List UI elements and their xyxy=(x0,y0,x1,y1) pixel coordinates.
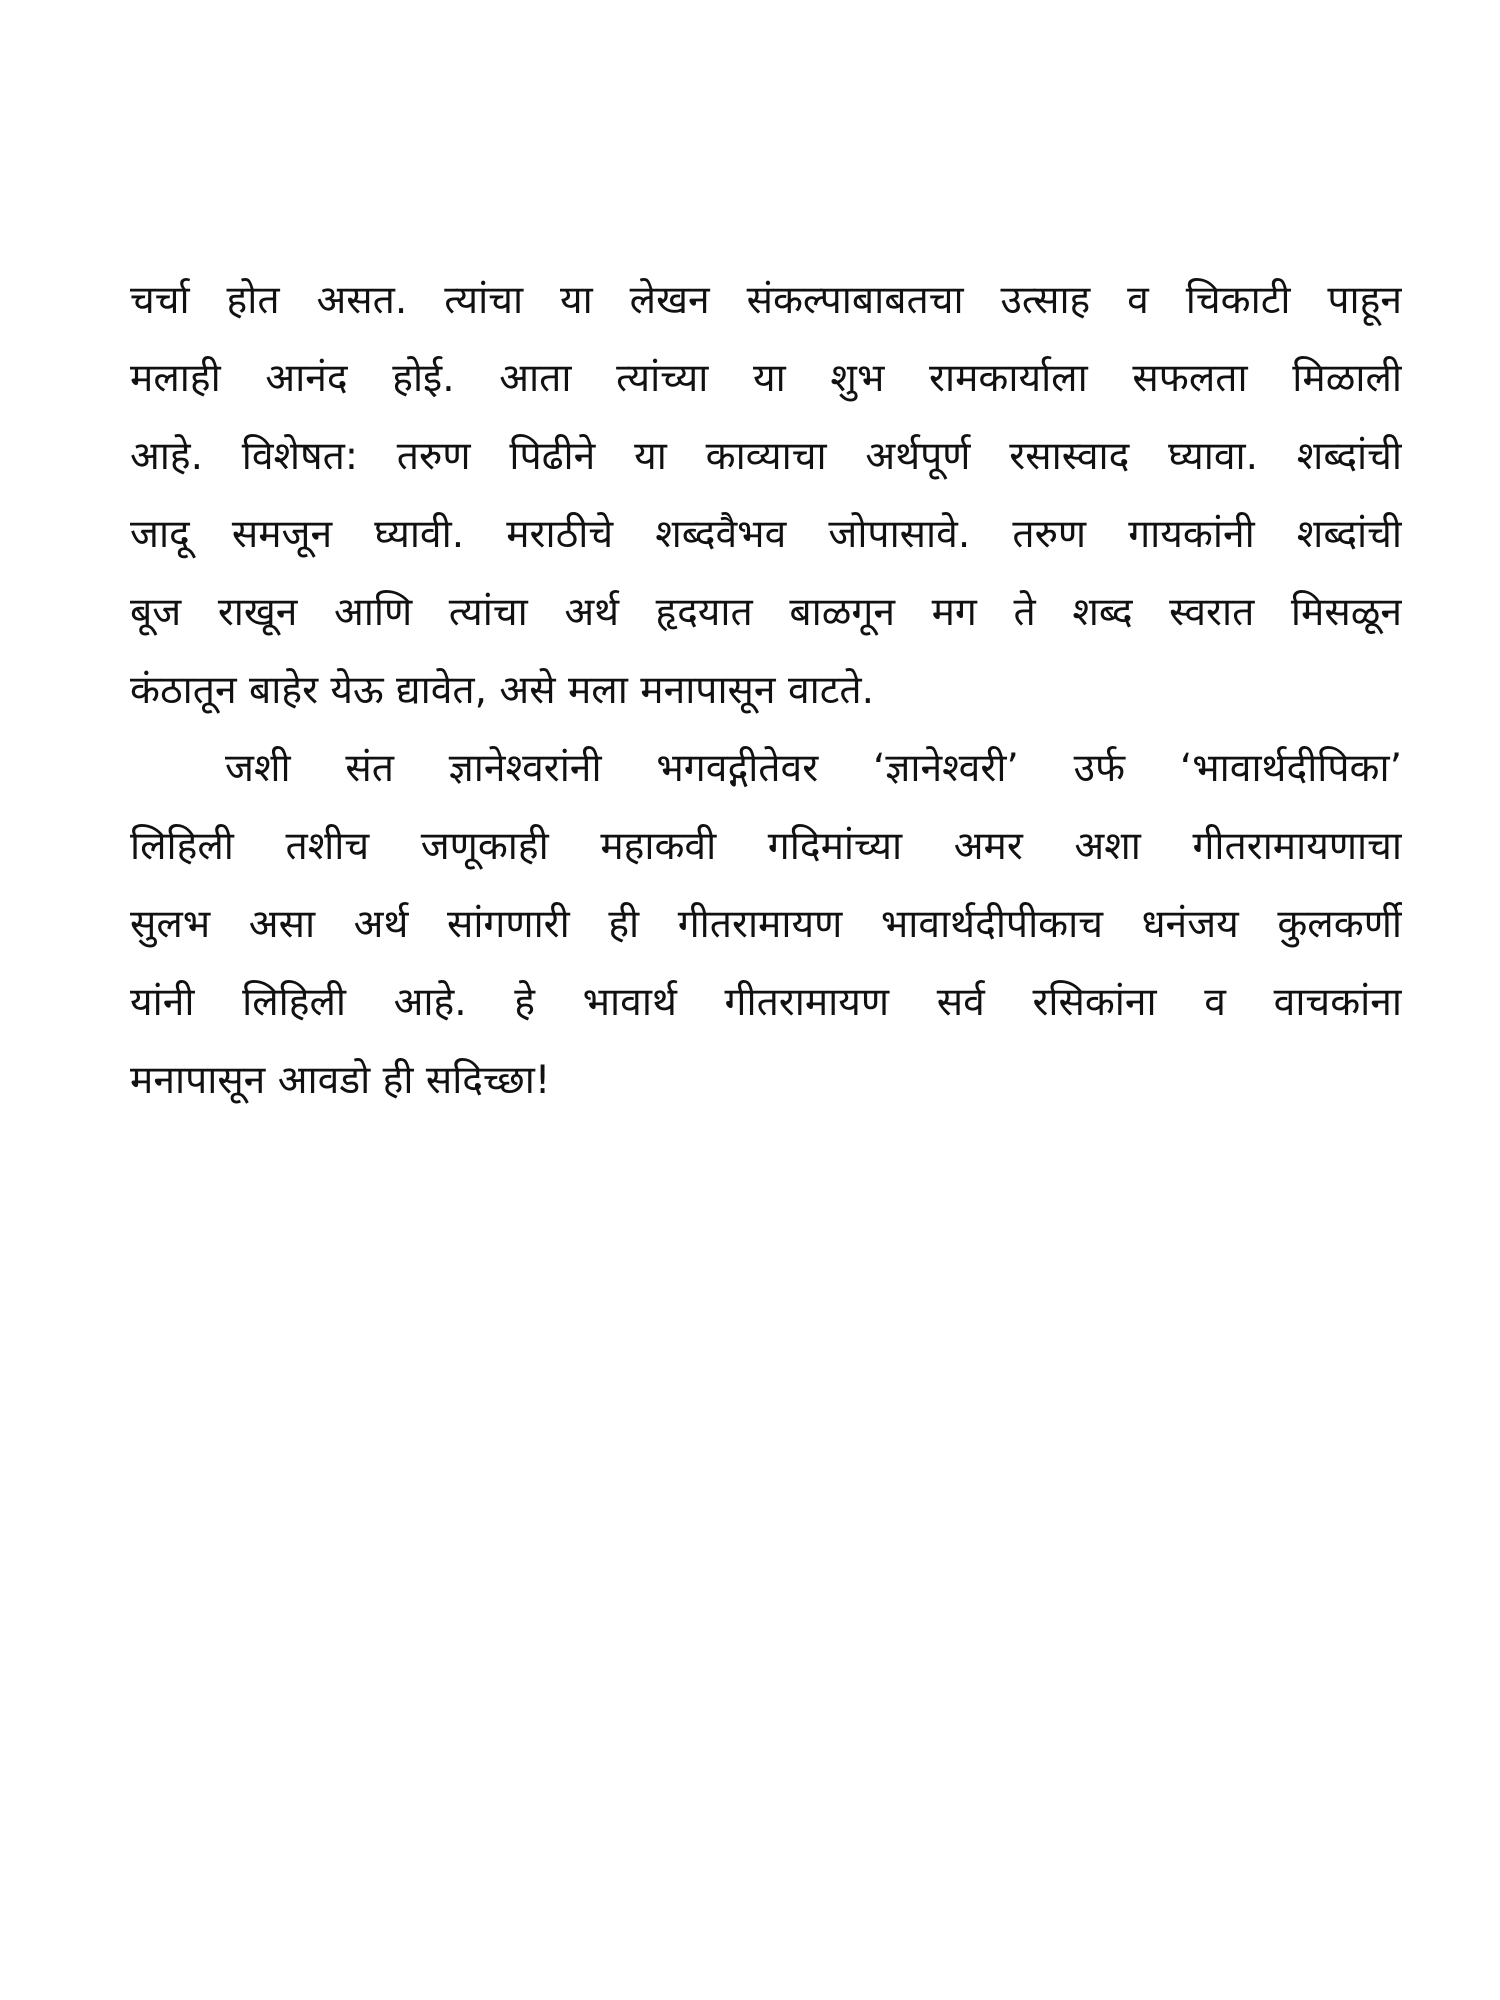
paragraph-line: सुलभ असा अर्थ सांगणारी ही गीतरामायण भावार्थदीपीकाच धनंजय कुलकर्णी xyxy=(130,902,1402,947)
paragraph-2 xyxy=(130,730,1402,1120)
paragraph-line: जादू समजून घ्यावी. मराठीचे शब्दवैभव जोपासावे. तरुण गायकांनी शब्दांची xyxy=(130,512,1402,557)
paragraph-line: लिहिली तशीच जणूकाही महाकवी गदिमांच्या अमर अशा गीतरामायणाचा xyxy=(130,824,1402,869)
paragraph-line: मलाही आनंद होई. आता त्यांच्या या शुभ रामकार्याला सफलता मिळाली xyxy=(130,356,1402,401)
paragraph-line: जशी संत ज्ञानेश्वरांनी भगवद्गीतेवर ‘ज्ञानेश्वरी’ उर्फ ‘भावार्थदीपिका’ xyxy=(225,746,1402,791)
paragraph-line: कंठातून बाहेर येऊ द्यावेत, असे मला मनापासून वाटते. xyxy=(130,668,875,713)
paragraph-line: बूज राखून आणि त्यांचा अर्थ हृदयात बाळगून मग ते शब्द स्वरात मिसळून xyxy=(130,590,1402,635)
body-text xyxy=(130,262,1402,1120)
paragraph-line: चर्चा होत असत. त्यांचा या लेखन संकल्पाबाबतचा उत्साह व चिकाटी पाहून xyxy=(130,278,1402,323)
paragraph-line: यांनी लिहिली आहे. हे भावार्थ गीतरामायण सर्व रसिकांना व वाचकांना xyxy=(130,980,1402,1025)
paragraph-line: आहे. विशेषत: तरुण पिढीने या काव्याचा अर्थपूर्ण रसास्वाद घ्यावा. शब्दांची xyxy=(130,434,1402,479)
paragraph-line: मनापासून आवडो ही सदिच्छा! xyxy=(130,1058,551,1103)
paragraph-1 xyxy=(130,262,1402,730)
